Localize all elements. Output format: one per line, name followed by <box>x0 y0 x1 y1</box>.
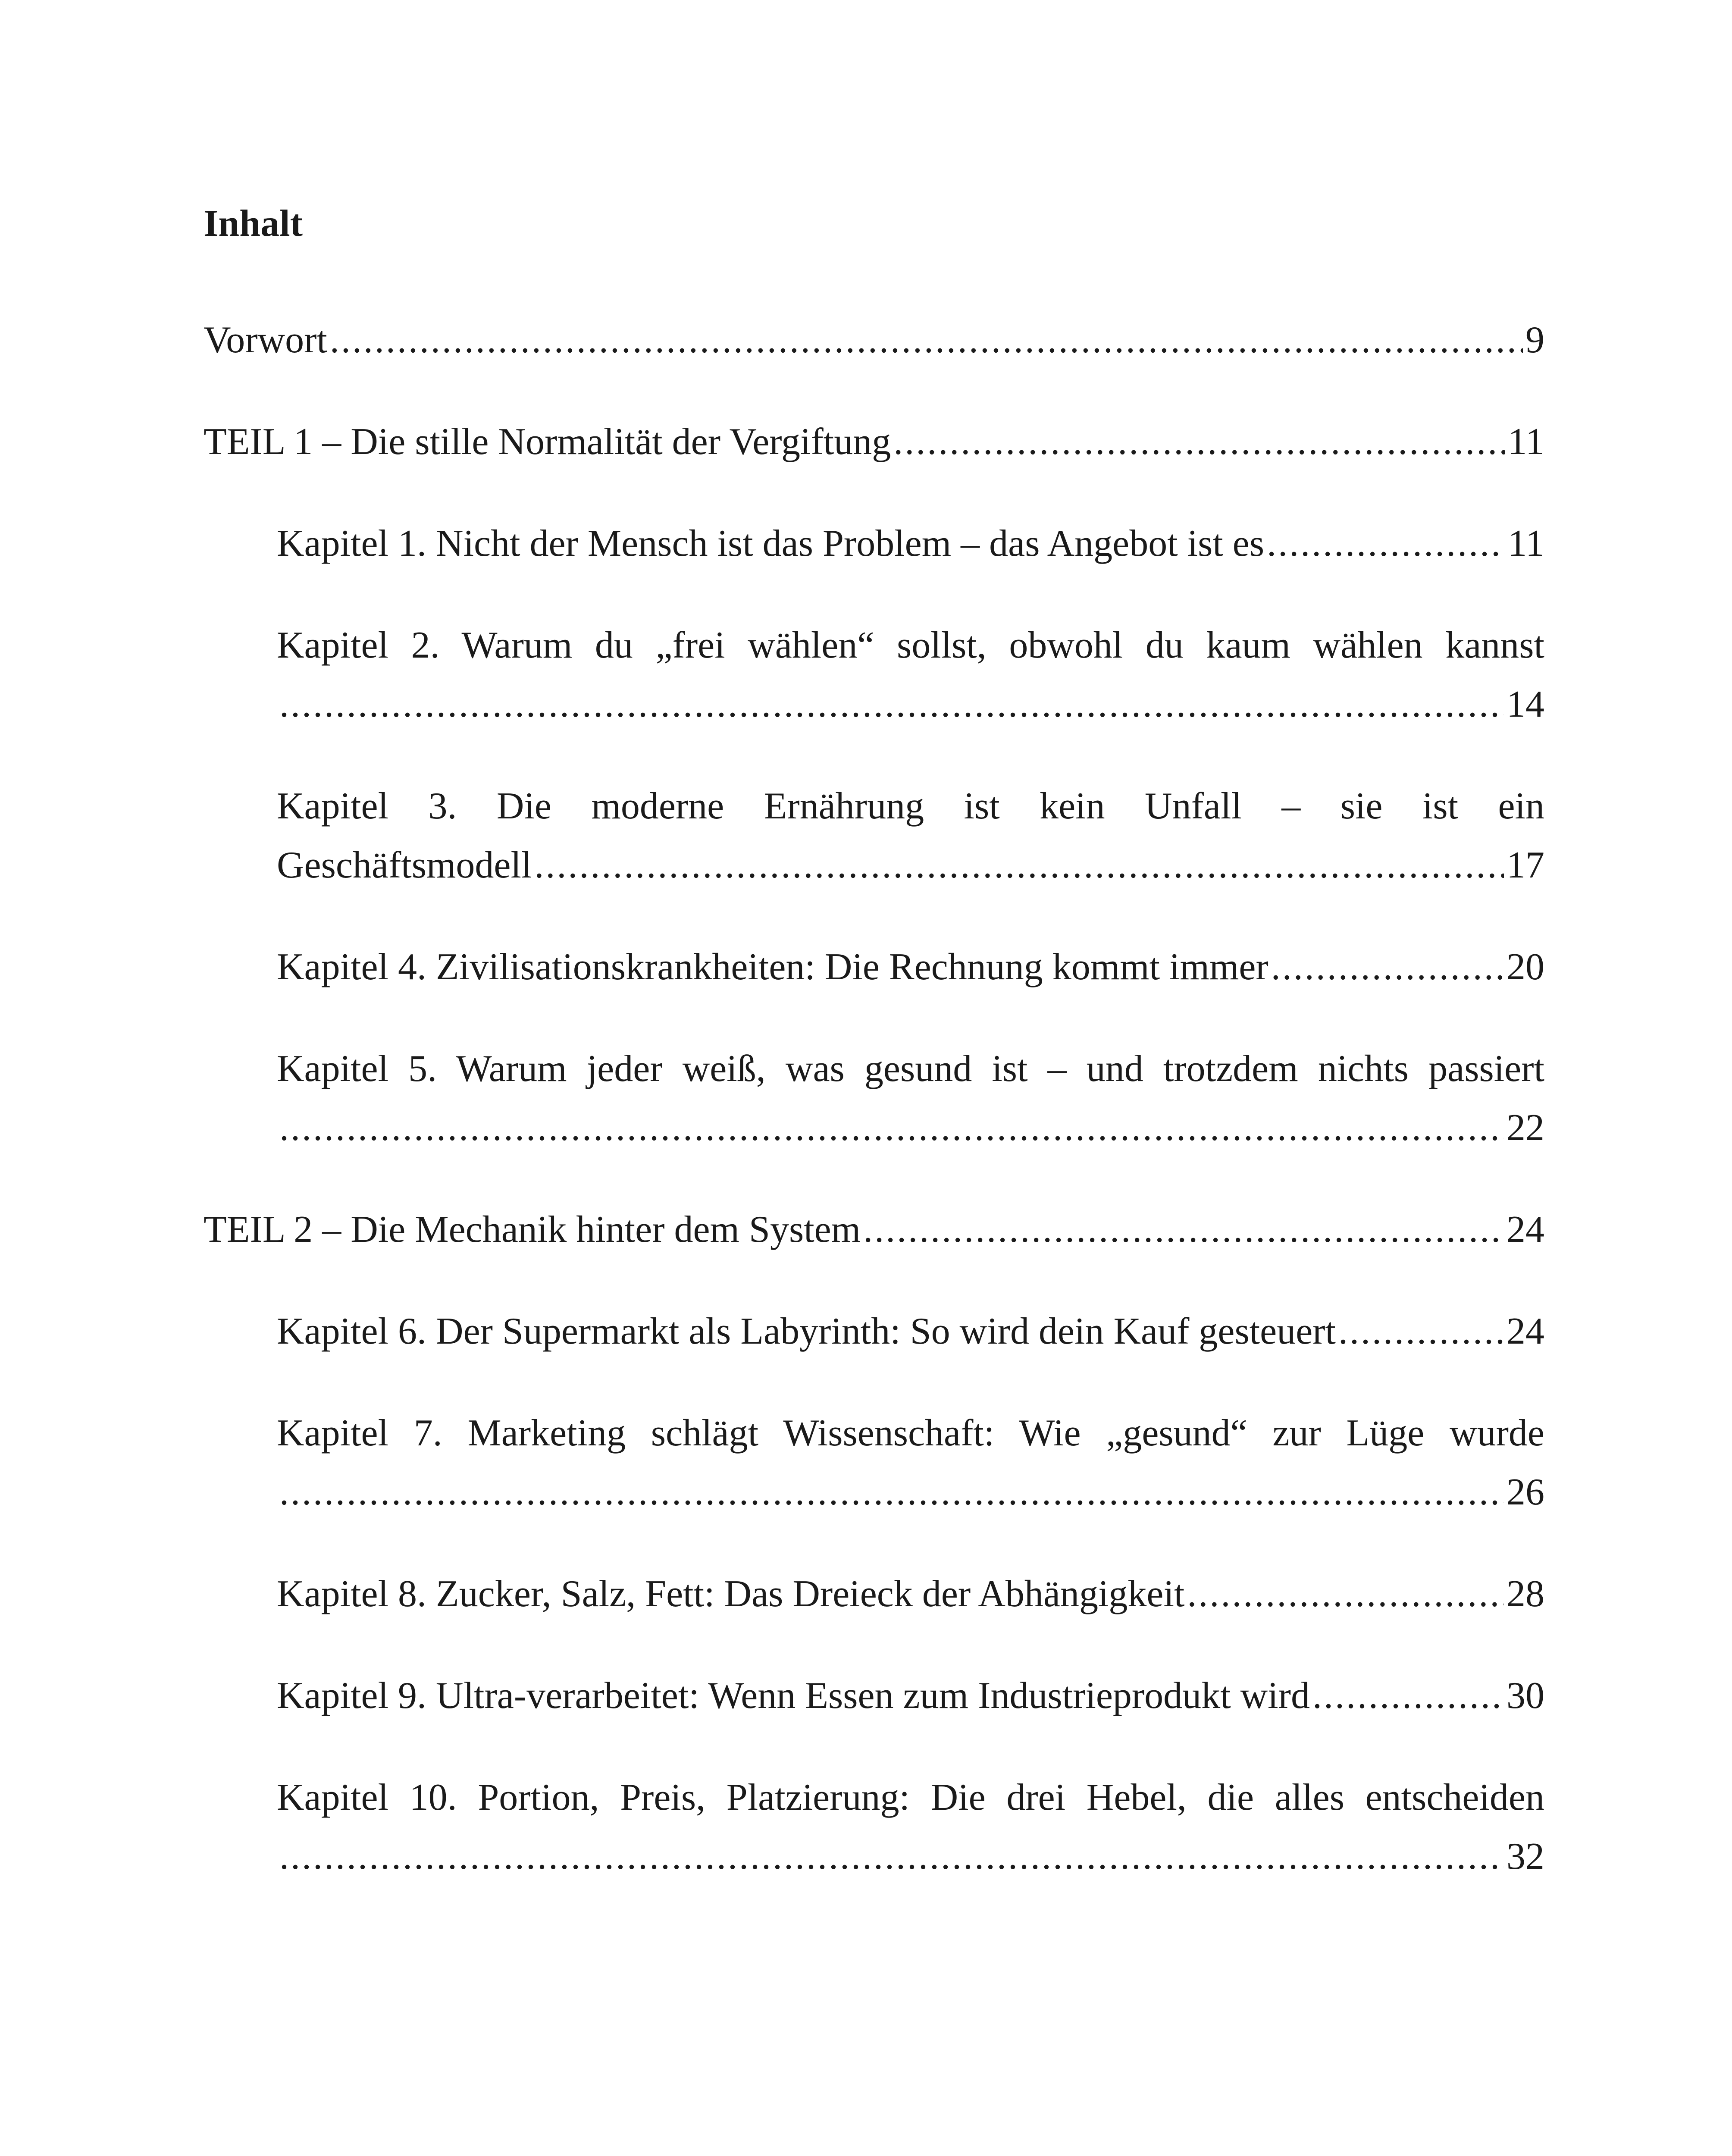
dot-leader <box>1312 1666 1504 1725</box>
toc-entry-page: 20 <box>1506 946 1544 988</box>
toc-entry-title: Kapitel 9. Ultra-verarbeitet: Wenn Essen zum Industrieprodukt wird <box>277 1675 1310 1717</box>
toc-entry-kapitel-8 <box>204 1564 1544 1623</box>
toc-entry-page: 28 <box>1506 1573 1544 1615</box>
toc-entry-kapitel-4 <box>204 937 1544 997</box>
toc-entry-title: TEIL 2 – Die Mechanik hinter dem System <box>204 1209 861 1250</box>
toc-entry-title-line-1: Kapitel 3. Die moderne Ernährung ist kein Unfall – sie ist ein <box>277 785 1544 827</box>
toc-entry-title: Kapitel 10. Portion, Preis, Platzierung: Die drei Hebel, die alles entscheiden <box>277 1777 1544 1818</box>
dot-leader <box>279 675 1504 734</box>
toc-entry-title: Vorwort <box>204 319 327 361</box>
toc-entry-title: Kapitel 2. Warum du „frei wählen“ sollst, obwohl du kaum wählen kannst <box>277 624 1544 666</box>
dot-leader <box>1338 1302 1504 1361</box>
toc-entry-page: 11 <box>1508 523 1544 564</box>
dot-leader <box>279 1098 1504 1157</box>
toc-entry-kapitel-6 <box>204 1302 1544 1361</box>
toc-entry-teil-2 <box>204 1200 1544 1259</box>
dot-leader <box>330 310 1523 370</box>
toc-entry-page: 32 <box>1506 1836 1544 1877</box>
table-of-contents <box>204 310 1544 1929</box>
toc-entry-page: 30 <box>1506 1675 1544 1717</box>
toc-entry-title: Kapitel 8. Zucker, Salz, Fett: Das Dreieck der Abhängigkeit <box>277 1573 1185 1615</box>
toc-entry-title-line-2: Geschäftsmodell <box>277 844 532 886</box>
toc-entry-teil-1 <box>204 412 1544 471</box>
toc-entry-title: Kapitel 5. Warum jeder weiß, was gesund ist – und trotzdem nichts passiert <box>277 1048 1544 1090</box>
toc-entry-page: 26 <box>1506 1471 1544 1513</box>
toc-entry-kapitel-1 <box>204 514 1544 573</box>
toc-entry-vorwort <box>204 310 1544 370</box>
toc-entry-title: Kapitel 6. Der Supermarkt als Labyrinth: So wird dein Kauf gesteuert <box>277 1310 1336 1352</box>
toc-entry-title: Kapitel 4. Zivilisationskrankheiten: Die Rechnung kommt immer <box>277 946 1268 988</box>
toc-entry-page: 9 <box>1525 319 1544 361</box>
toc-entry-kapitel-2 <box>204 616 1544 734</box>
toc-entry-page: 22 <box>1506 1107 1544 1149</box>
dot-leader <box>893 412 1505 471</box>
toc-entry-page: 24 <box>1506 1209 1544 1250</box>
toc-entry-page: 17 <box>1506 844 1544 886</box>
toc-entry-title: TEIL 1 – Die stille Normalität der Vergiftung <box>204 421 891 463</box>
dot-leader <box>863 1200 1504 1259</box>
toc-entry-title: Kapitel 7. Marketing schlägt Wissenschaft: Wie „gesund“ zur Lüge wurde <box>277 1412 1544 1454</box>
toc-entry-page: 11 <box>1508 421 1544 463</box>
toc-entry-page: 24 <box>1506 1310 1544 1352</box>
toc-entry-kapitel-10 <box>204 1768 1544 1886</box>
dot-leader <box>534 836 1504 895</box>
dot-leader <box>1267 514 1505 573</box>
toc-entry-kapitel-3 <box>204 777 1544 895</box>
dot-leader <box>1271 937 1504 997</box>
dot-leader <box>279 1827 1504 1886</box>
toc-entry-title: Kapitel 1. Nicht der Mensch ist das Problem – das Angebot ist es <box>277 523 1265 564</box>
toc-entry-kapitel-5 <box>204 1039 1544 1157</box>
toc-entry-kapitel-7 <box>204 1404 1544 1522</box>
toc-heading: Inhalt <box>204 203 303 244</box>
dot-leader <box>279 1463 1504 1522</box>
dot-leader <box>1187 1564 1504 1623</box>
toc-entry-kapitel-9 <box>204 1666 1544 1725</box>
toc-entry-page: 14 <box>1506 683 1544 725</box>
